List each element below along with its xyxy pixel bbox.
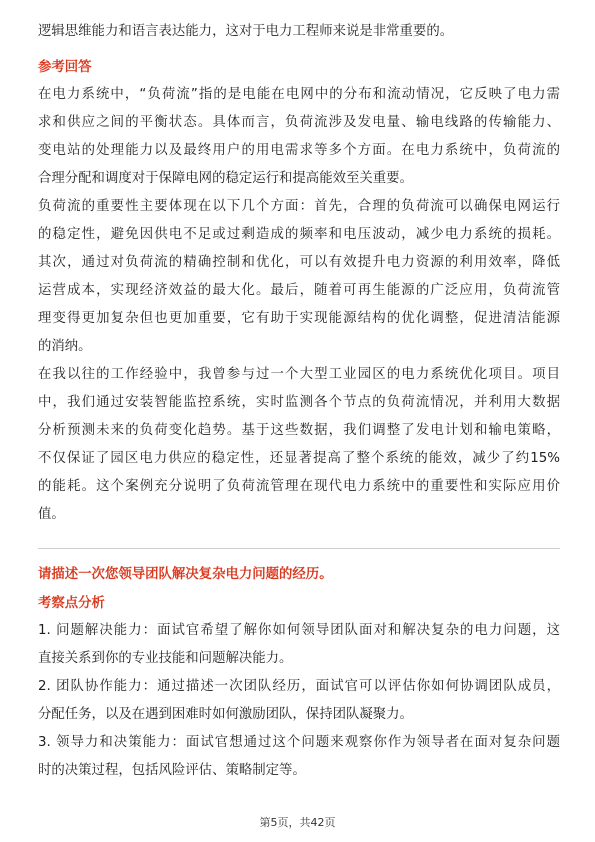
answer-heading: 参考回答 bbox=[38, 60, 92, 75]
answer-p2-line: 其次，通过对负荷流的精确控制和优化，可以有效提升电力资源的利用效率，降低 bbox=[38, 255, 560, 270]
answer-p1-line: 求和供应之间的平衡状态。具体而言，负荷流涉及发电量、输电线路的传输能力、 bbox=[38, 115, 560, 130]
analysis-point-line: 直接关系到你的专业技能和问题解决能力。 bbox=[38, 651, 293, 666]
section-divider bbox=[38, 548, 560, 549]
analysis-heading: 考察点分析 bbox=[38, 596, 105, 611]
answer-p3-line: 不仅保证了园区电力供应的稳定性，还显著提高了整个系统的能效，减少了约15% bbox=[38, 451, 560, 466]
question-title: 请描述一次您领导团队解决复杂电力问题的经历。 bbox=[38, 567, 333, 582]
answer-p3-line: 的能耗。这个案例充分说明了负荷流管理在现代电力系统中的重要性和实际应用价 bbox=[38, 479, 560, 494]
analysis-point-line: 1. 问题解决能力：面试官希望了解你如何领导团队面对和解决复杂的电力问题，这 bbox=[38, 623, 560, 638]
answer-p3-line: 分析预测未来的负荷变化趋势。基于这些数据，我们调整了发电计划和输电策略， bbox=[38, 423, 560, 438]
answer-p1-line: 变电站的处理能力以及最终用户的用电需求等多个方面。在电力系统中，负荷流的 bbox=[38, 143, 560, 158]
answer-p1-line: 合理分配和调度对于保障电网的稳定运行和提高能效至关重要。 bbox=[38, 171, 413, 186]
analysis-point-line: 分配任务，以及在遇到困难时如何激励团队，保持团队凝聚力。 bbox=[38, 707, 413, 722]
answer-p2-line: 理变得更加复杂但也更加重要，它有助于实现能源结构的优化调整，促进清洁能源 bbox=[38, 311, 560, 326]
answer-p1-line: 在电力系统中，“负荷流”指的是电能在电网中的分布和流动情况，它反映了电力需 bbox=[38, 87, 560, 102]
answer-p3-line: 值。 bbox=[38, 507, 65, 522]
analysis-point-line: 时的决策过程，包括风险评估、策略制定等。 bbox=[38, 763, 306, 778]
answer-p2-line: 的稳定性，避免因供电不足或过剩造成的频率和电压波动，减少电力系统的损耗。 bbox=[38, 227, 560, 242]
analysis-point-line: 3. 领导力和决策能力：面试官想通过这个问题来观察你作为领导者在面对复杂问题 bbox=[38, 735, 560, 750]
analysis-point-line: 2. 团队协作能力：通过描述一次团队经历，面试官可以评估你如何协调团队成员， bbox=[38, 679, 560, 694]
answer-p3-line: 在我以往的工作经验中，我曾参与过一个大型工业园区的电力系统优化项目。项目 bbox=[38, 367, 560, 382]
answer-p2-line: 的消纳。 bbox=[38, 339, 92, 354]
answer-p3-line: 中，我们通过安装智能监控系统，实时监测各个节点的负荷流情况，并利用大数据 bbox=[38, 395, 560, 410]
answer-p2-line: 负荷流的重要性主要体现在以下几个方面：首先，合理的负荷流可以确保电网运行 bbox=[38, 199, 560, 214]
intro-line: 逻辑思维能力和语言表达能力，这对于电力工程师来说是非常重要的。 bbox=[38, 24, 454, 39]
page-number: 第5页，共42页 bbox=[259, 816, 336, 829]
answer-p2-line: 运营成本，实现经济效益的最大化。最后，随着可再生能源的广泛应用，负荷流管 bbox=[38, 283, 560, 298]
